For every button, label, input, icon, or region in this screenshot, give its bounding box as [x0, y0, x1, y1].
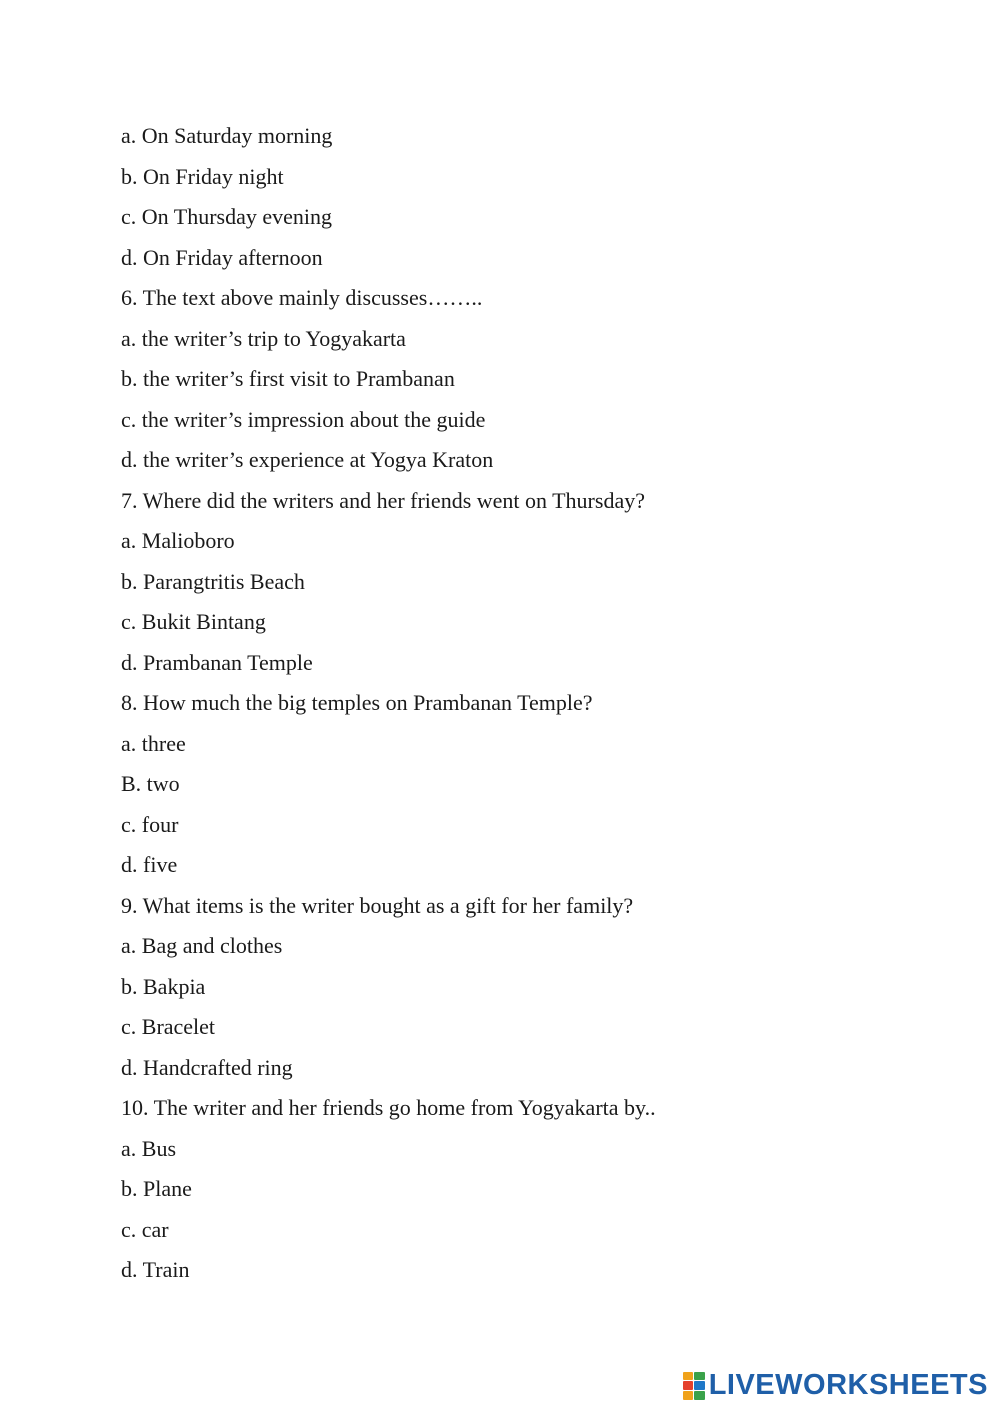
option-line: c. the writer’s impression about the guide	[121, 406, 486, 432]
option-line: b. the writer’s first visit to Prambanan	[121, 366, 455, 391]
liveworksheets-logo	[683, 1369, 988, 1402]
option-line: a. the writer’s trip to Yogyakarta	[121, 325, 406, 351]
option-line: d. the writer’s experience at Yogya Kraton	[121, 447, 494, 472]
liveworksheets-logo-text: LIVEWORKSHEETS	[708, 1369, 988, 1401]
option-line: a. On Saturday morning	[121, 123, 333, 148]
liveworksheets-logo-icon	[683, 1372, 705, 1400]
option-line: b. Plane	[121, 1176, 192, 1201]
question-line: 8. How much the big temples on Prambanan Temple?	[121, 690, 593, 715]
question-line: 7. Where did the writers and her friends went on Thursday?	[121, 487, 645, 513]
option-line: d. Train	[121, 1257, 190, 1282]
option-line: B. two	[121, 771, 180, 796]
question-line: 6. The text above mainly discusses……..	[121, 285, 483, 310]
option-line: c. Bracelet	[121, 1014, 216, 1039]
question-list	[121, 118, 941, 1293]
question-line: 9. What items is the writer bought as a gift for her family?	[121, 892, 634, 918]
logo-mark-cell	[694, 1391, 705, 1400]
option-line: a. Bus	[121, 1135, 176, 1161]
option-line: b. On Friday night	[121, 163, 284, 189]
option-line: a. Bag and clothes	[121, 933, 283, 958]
option-line: d. five	[121, 852, 178, 877]
option-line: a. Malioboro	[121, 528, 235, 553]
option-line: d. Prambanan Temple	[121, 649, 313, 675]
logo-mark-cell	[683, 1372, 694, 1381]
option-line: d. On Friday afternoon	[121, 244, 323, 270]
logo-mark-cell	[694, 1381, 705, 1390]
option-line: c. Bukit Bintang	[121, 609, 266, 634]
option-line: c. four	[121, 811, 179, 837]
logo-mark-cell	[694, 1372, 705, 1381]
option-line: c. car	[121, 1216, 169, 1242]
option-line: a. three	[121, 730, 186, 756]
option-line: b. Bakpia	[121, 973, 206, 999]
question-line: 10. The writer and her friends go home from Yogyakarta by..	[121, 1095, 656, 1120]
logo-mark-cell	[683, 1381, 694, 1390]
logo-mark-cell	[683, 1391, 694, 1400]
option-line: c. On Thursday evening	[121, 204, 332, 229]
option-line: b. Parangtritis Beach	[121, 568, 305, 594]
option-line: d. Handcrafted ring	[121, 1054, 293, 1080]
